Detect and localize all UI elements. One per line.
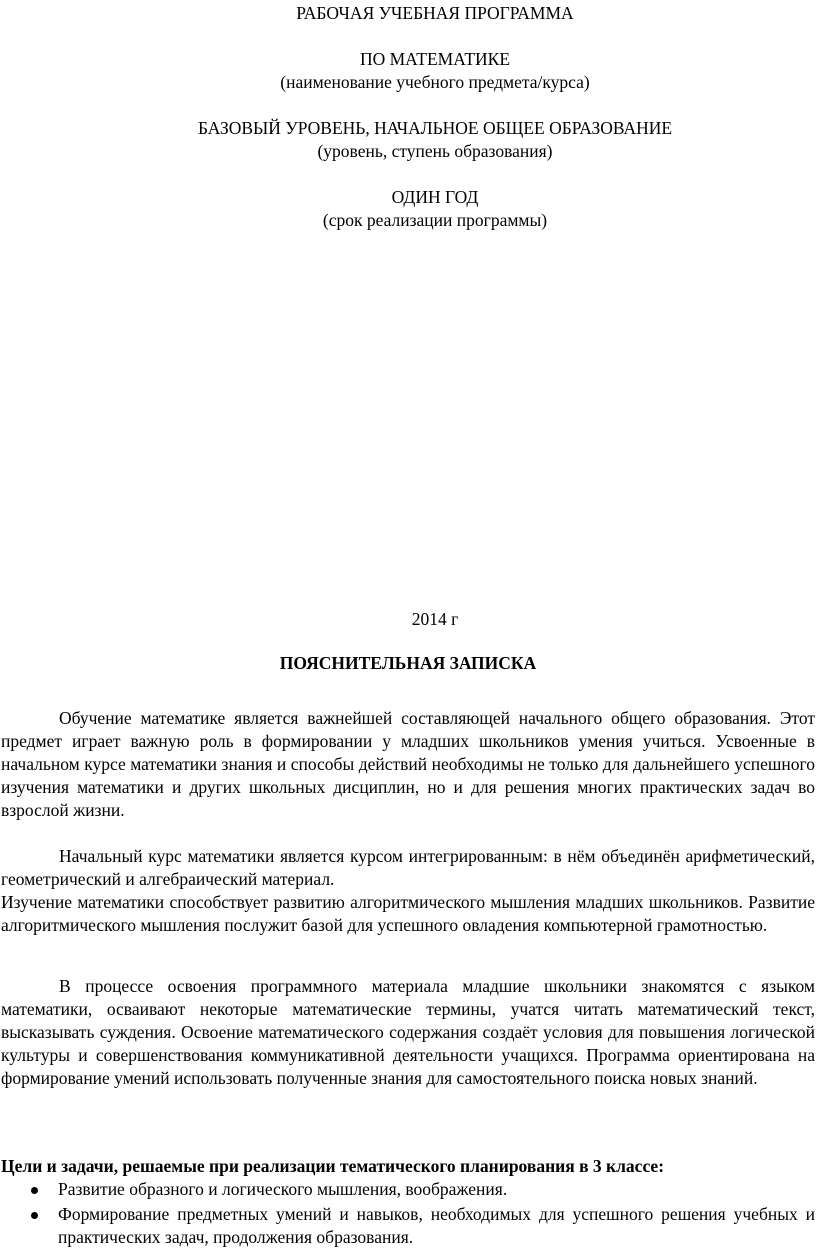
duration-line: ОДИН ГОД [391,187,479,207]
list-item-text: Развитие образного и логического мышления, воображения. [58,1179,508,1199]
level-line: БАЗОВЫЙ УРОВЕНЬ, НАЧАЛЬНОЕ ОБЩЕЕ ОБРАЗОВАНИЕ [197,118,673,138]
goals-list [0,1178,816,1251]
subject-caption: (наименование учебного предмета/курса) [280,72,590,92]
paragraph-3 [1,891,815,937]
list-item [0,1178,816,1201]
year-line: 2014 г [411,609,459,629]
bullet-icon [31,1212,38,1219]
bullet-icon [31,1187,38,1194]
explanatory-note-heading: ПОЯСНИТЕЛЬНАЯ ЗАПИСКА [279,653,537,673]
duration-caption: (срок реализации программы) [322,210,548,230]
paragraph-1-text: Обучение математике является важнейшей составляющей начального общего образования. Этот предмет играет важную роль в формировании у младших школьников умения учиться. Усвоенные в начальном курсе математики знания и способы действий необходимы не только для дальнейшего успешного изучения математики и других школьных дисциплин, но и для решения многих практических задач во взрослой жизни. [1,708,815,820]
paragraph-4-text: В процессе освоения программного материала младшие школьники знакомятся с языком математики, осваивают некоторые математические термины, учатся читать математический текст, высказывать суждения. Освоение математического содержания создаёт условия для повышения логической культуры и совершенствования коммуникативной деятельности учащихся. Программа ориентирована на формирование умений использовать полученные знания для самостоятельного поиска новых знаний. [1,976,815,1088]
list-item [0,1203,816,1249]
paragraph-3-text: Изучение математики способствует развитию алгоритмического мышления младших школьников. Развитие алгоритмического мышления послужит базой для успешного овладения компьютерной грамотностью. [1,892,815,935]
paragraph-2 [1,845,815,891]
list-item-text: Формирование предметных умений и навыков, необходимых для успешного решения учебных и практических задач, продолжения образования. [58,1204,815,1247]
paragraph-1 [1,707,815,822]
program-title: РАБОЧАЯ УЧЕБНАЯ ПРОГРАММА [296,3,574,23]
paragraph-4 [1,975,815,1090]
paragraph-2-text: Начальный курс математики является курсом интегрированным: в нём объединён арифметический, геометрический и алгебраический материал. [1,846,815,889]
goals-heading: Цели и задачи, решаемые при реализации тематического планирования в 3 классе: [1,1156,665,1176]
level-caption: (уровень, ступень образования) [317,141,553,161]
subject-line: ПО МАТЕМАТИКЕ [359,49,511,69]
